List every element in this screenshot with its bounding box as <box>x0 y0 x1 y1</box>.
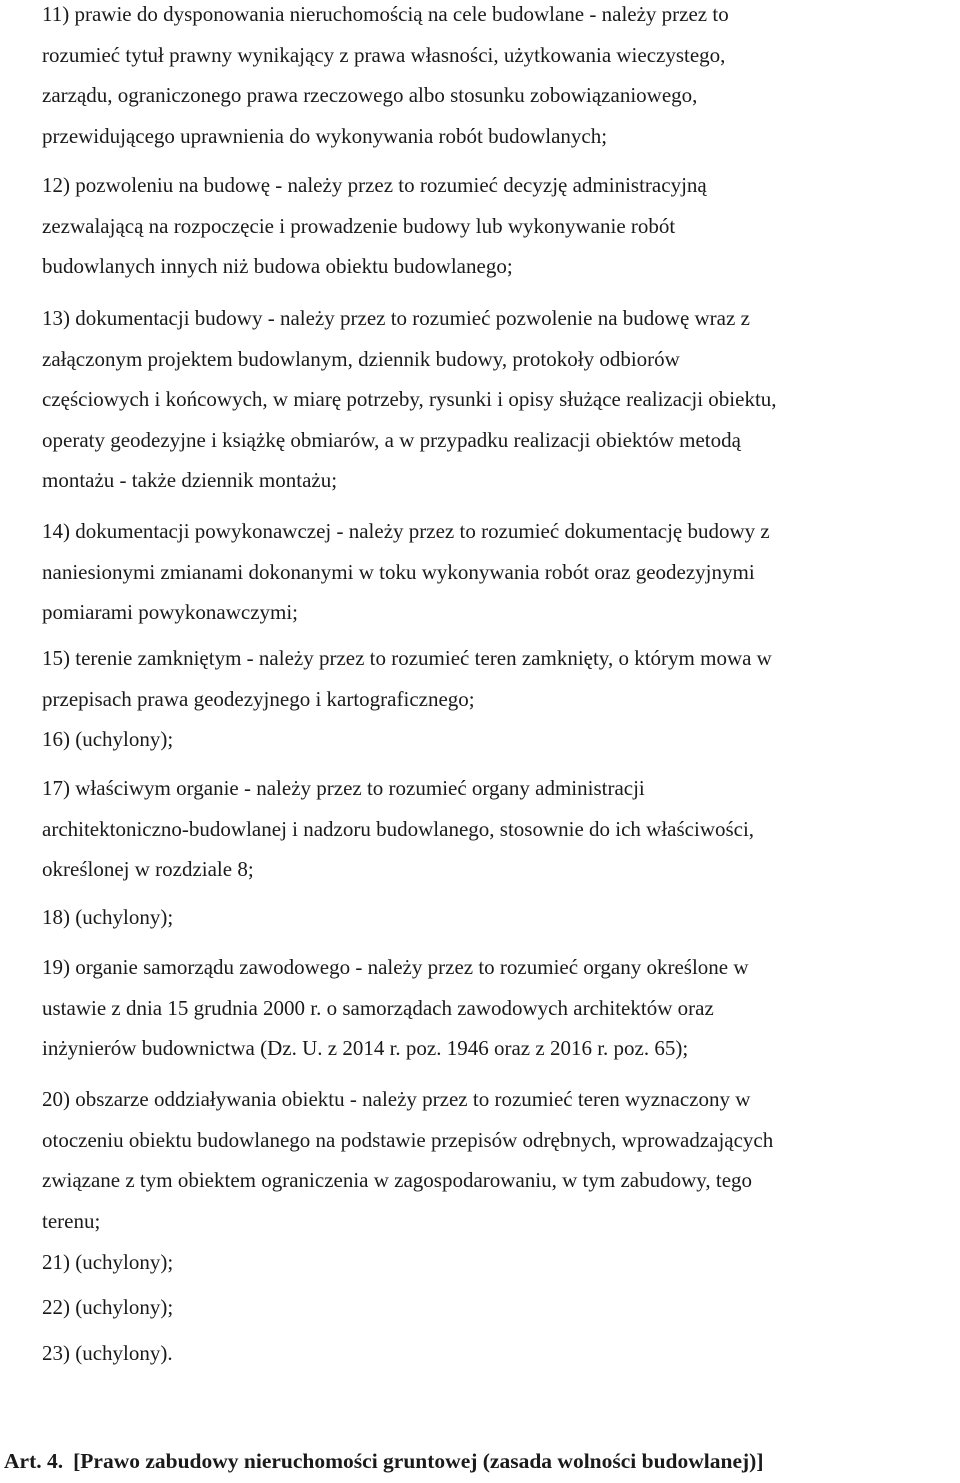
text-line: ustawie z dnia 15 grudnia 2000 r. o samorządach zawodowych architektów oraz <box>42 995 714 1020</box>
list-item-17 <box>42 768 954 890</box>
text-line: 22) (uchylony); <box>42 1295 174 1319</box>
text-line: 20) obszarze oddziaływania obiektu - należy przez to rozumieć teren wyznaczony w <box>42 1087 751 1111</box>
article-title: [Prawo zabudowy nieruchomości gruntowej (zasada wolności budowlanej)] <box>73 1449 764 1473</box>
text-line: otoczeniu obiektu budowlanego na podstawie przepisów odrębnych, wprowadzających <box>42 1127 774 1152</box>
text-line: 15) terenie zamkniętym - należy przez to rozumieć teren zamknięty, o którym mowa w <box>42 646 772 670</box>
text-line: 11) prawie do dysponowania nieruchomością na cele budowlane - należy przez to <box>42 2 729 26</box>
text-line: 16) (uchylony); <box>42 727 174 751</box>
text-line: operaty geodezyjne i książkę obmiarów, a w przypadku realizacji obiektów metodą <box>42 427 741 452</box>
text-line: budowlanych innych niż budowa obiektu budowlanego; <box>42 254 513 278</box>
text-line: 17) właściwym organie - należy przez to rozumieć organy administracji <box>42 776 645 800</box>
text-line: 12) pozwoleniu na budowę - należy przez to rozumieć decyzję administracyjną <box>42 173 707 197</box>
text-line: 19) organie samorządu zawodowego - należy przez to rozumieć organy określone w <box>42 955 749 979</box>
text-line: załączonym projektem budowlanym, dziennik budowy, protokoły odbiorów <box>42 346 680 371</box>
text-line: terenu; <box>42 1208 101 1233</box>
text-line: naniesionymi zmianami dokonanymi w toku wykonywania robót oraz geodezyjnymi <box>42 559 755 584</box>
list-item-19 <box>42 947 954 1069</box>
list-item-23 <box>42 1333 954 1374</box>
text-line: pomiarami powykonawczymi; <box>42 600 299 624</box>
text-line: montażu - także dziennik montażu; <box>42 468 338 492</box>
list-item-15 <box>42 638 954 719</box>
list-item-14 <box>42 511 954 633</box>
list-item-16 <box>42 719 954 760</box>
text-line: przepisach prawa geodezyjnego i kartograficznego; <box>42 686 475 711</box>
text-line: częściowych i końcowych, w miarę potrzeby, rysunki i opisy służące realizacji obiektu, <box>42 387 777 411</box>
list-item-20 <box>42 1079 954 1241</box>
text-line: rozumieć tytuł prawny wynikający z prawa własności, użytkowania wieczystego, <box>42 42 726 67</box>
list-item-22 <box>42 1287 954 1328</box>
text-line: określonej w rozdziale 8; <box>42 857 254 881</box>
list-item-11 <box>42 0 954 156</box>
list-item-18 <box>42 897 954 938</box>
text-line: 14) dokumentacji powykonawczej - należy przez to rozumieć dokumentację budowy z <box>42 519 770 543</box>
text-line: przewidującego uprawnienia do wykonywania robót budowlanych; <box>42 123 608 148</box>
text-line: 13) dokumentacji budowy - należy przez to rozumieć pozwolenie na budowę wraz z <box>42 306 750 330</box>
list-item-13 <box>42 298 954 501</box>
text-line: 23) (uchylony). <box>42 1341 173 1365</box>
article-label: Art. 4. <box>4 1449 64 1473</box>
text-line: architektoniczno-budowlanej i nadzoru budowlanego, stosownie do ich właściwości, <box>42 816 755 841</box>
text-line: zarządu, ograniczonego prawa rzeczowego albo stosunku zobowiązaniowego, <box>42 83 698 107</box>
list-item-21 <box>42 1242 954 1283</box>
text-line: zezwalającą na rozpoczęcie i prowadzenie budowy lub wykonywanie robót <box>42 213 676 238</box>
text-line: 21) (uchylony); <box>42 1250 174 1274</box>
list-item-12 <box>42 165 954 287</box>
text-line: inżynierów budownictwa (Dz. U. z 2014 r. poz. 1946 oraz z 2016 r. poz. 65); <box>42 1036 689 1060</box>
text-line: 18) (uchylony); <box>42 905 174 929</box>
article-heading <box>4 1446 954 1476</box>
text-line: związane z tym obiektem ograniczenia w zagospodarowaniu, w tym zabudowy, tego <box>42 1168 753 1192</box>
